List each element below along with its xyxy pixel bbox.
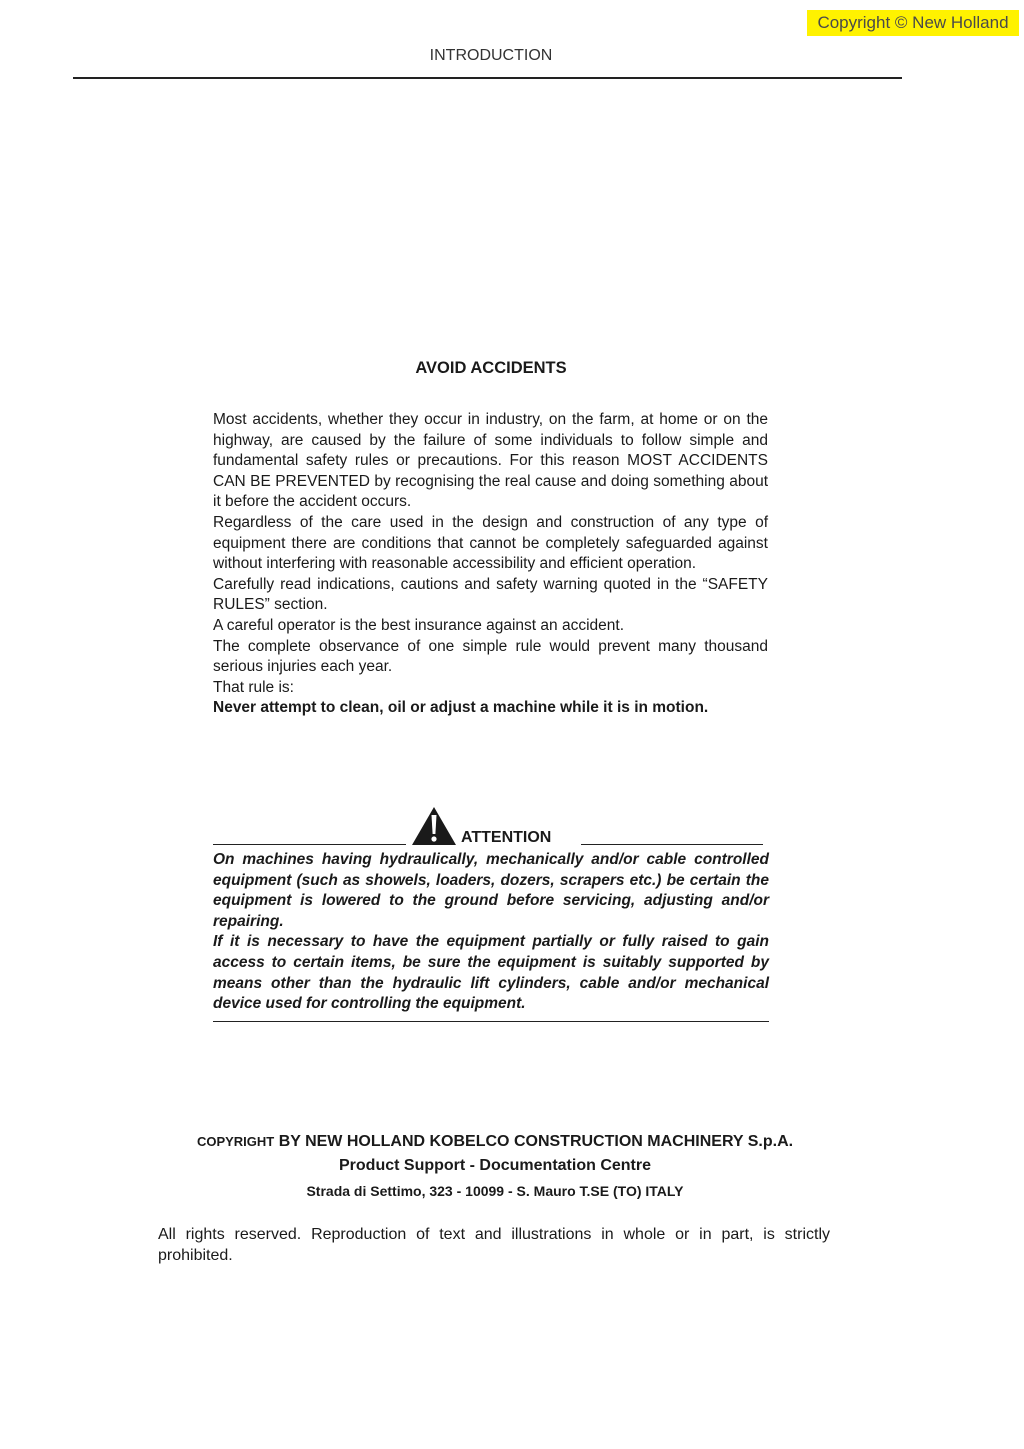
copyright-word: COPYRIGHT — [196, 1134, 275, 1149]
attention-label: ATTENTION — [461, 829, 552, 846]
avoid-accidents-body — [213, 410, 768, 719]
address-line: Strada di Settimo, 323 - 10099 - S. Mauro T.SE (TO) ITALY — [306, 1183, 684, 1199]
copyright-tag: Copyright © New Holland — [807, 10, 1019, 36]
attention-paragraph: On machines having hydraulically, mechanically and/or cable controlled equipment (such as showels, loaders, dozers, scrapers etc.) be certain the equipment is lowered to the ground before servicing, adjusting and/or repairing. — [213, 851, 769, 930]
avoid-accidents-title: AVOID ACCIDENTS — [415, 359, 567, 377]
paragraph: Regardless of the care used in the design and construction of any type of equipment there are conditions that cannot be completely safeguarded against without interfering with reasonable accessibility and efficient operation. — [213, 513, 768, 573]
safety-rule: Never attempt to clean, oil or adjust a machine while it is in motion. — [213, 699, 709, 717]
copyright-company-line — [0, 1133, 990, 1151]
paragraph: That rule is: — [213, 678, 294, 696]
attention-bottom-divider — [213, 1021, 769, 1022]
section-header: INTRODUCTION — [429, 47, 553, 64]
paragraph: A careful operator is the best insurance against an accident. — [213, 616, 624, 634]
attention-rule-left — [213, 844, 406, 845]
attention-paragraph: If it is necessary to have the equipment partially or fully raised to gain access to certain items, be sure the equipment is suitably supported by means other than the hydraulic lift cylinders, cable and/or mechanical device used for controlling the equipment. — [213, 933, 769, 1013]
warning-triangle-icon — [411, 806, 457, 846]
paragraph: Carefully read indications, cautions and safety warning quoted in the “SAFETY RULES” section. — [213, 575, 768, 614]
attention-body — [213, 850, 769, 1015]
paragraph: The complete observance of one simple rule would prevent many thousand serious injuries each year. — [213, 637, 768, 676]
department-line: Product Support - Documentation Centre — [339, 1157, 651, 1174]
attention-heading — [213, 806, 769, 846]
attention-rule-right — [581, 844, 763, 845]
rights-notice: All rights reserved. Reproduction of text and illustrations in whole or in part, is strictly prohibited. — [158, 1226, 830, 1264]
header-divider — [73, 77, 902, 79]
paragraph: Most accidents, whether they occur in industry, on the farm, at home or on the highway, are caused by the failure of some individuals to follow simple and fundamental safety rules or precautions. For this reason MOST ACCIDENTS CAN BE PREVENTED by recognising the real cause and doing something about it before the accident occurs. — [213, 411, 768, 511]
company-name: BY NEW HOLLAND KOBELCO CONSTRUCTION MACHINERY S.p.A. — [278, 1133, 794, 1150]
